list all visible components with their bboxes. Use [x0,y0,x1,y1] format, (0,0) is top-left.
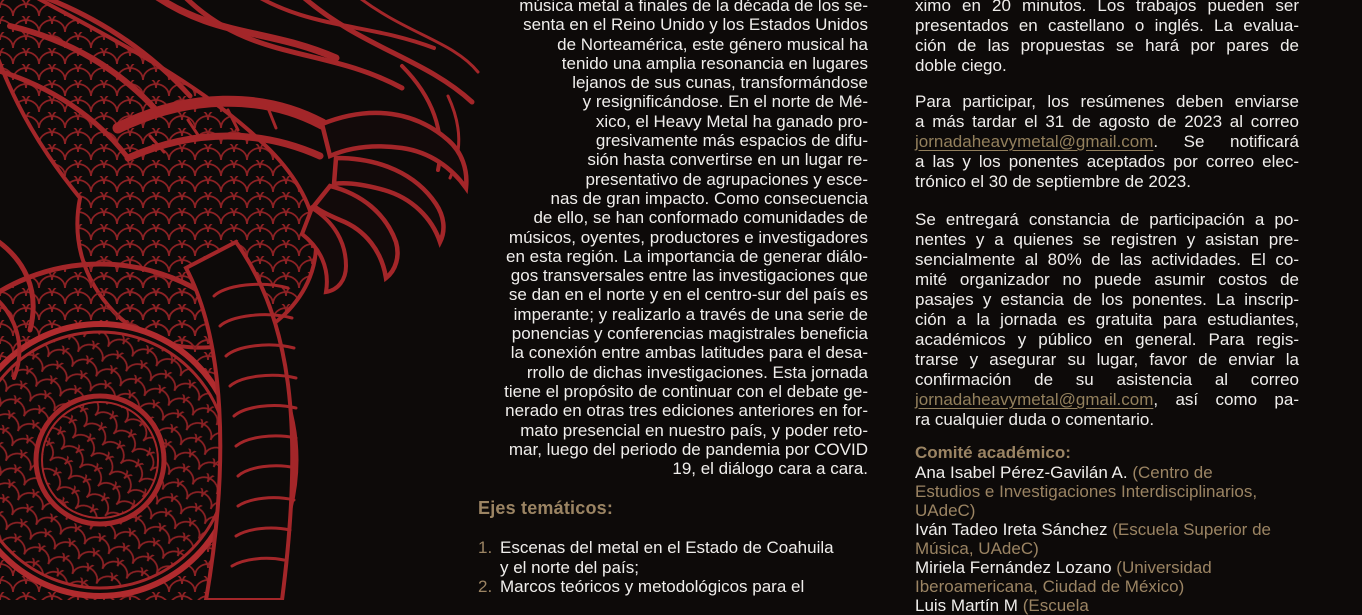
committee-member-name: Luis Martín M [915,596,1018,615]
text-segment: mité organizador no puede asumir costos de [915,270,1299,289]
text-line [470,150,868,169]
list-item-number: 1. [478,538,493,557]
text-segment: tenido una amplia resonancia en lugares [561,53,868,73]
committee-affiliation: Estudios e Investigaciones Interdisciplinarios, [915,482,1258,501]
text-line [470,228,868,247]
text-line [470,421,868,440]
text-line [915,596,1299,615]
text-segment: imperante; y realizarlo a través de una serie de [513,304,868,324]
text-line [470,112,868,131]
text-segment: Se entregará constancia de participación a po- [915,210,1299,229]
text-line [470,15,868,34]
text-line [500,538,834,558]
text-line [915,0,1299,16]
text-segment: gos transversales entre las investigaciones que [510,266,868,286]
text-segment: a las y los ponentes aceptados por correo elec- [915,152,1299,171]
text-line [915,539,1299,558]
text-line [470,0,868,15]
text-line [500,558,834,578]
text-line [915,172,1299,192]
text-line [915,152,1299,172]
text-segment: nentes y a quienes se registren y asistan pre- [915,230,1299,249]
text-line [915,463,1299,482]
text-line [470,459,868,478]
email-link[interactable]: jornadaheavymetal@gmail.com [915,132,1154,151]
committee-member-name: Ana Isabel Pérez-Gavilán A. [915,463,1128,482]
right-column [915,0,1299,615]
committee-affiliation: (Escuela Superior de [1107,520,1271,539]
text-segment: nas de gran impacto. Como consecuencia [550,188,868,208]
text-segment: de Norteamérica, este género musical ha [557,34,868,54]
text-segment: sión hasta convertirse en un lugar re- [587,150,868,170]
text-line [915,482,1299,501]
text-line [915,16,1299,36]
text-segment: se dan en el norte y en el centro-sur del país es [508,285,868,305]
committee-member-name: Iván Tadeo Ireta Sánchez [915,520,1108,539]
text-segment: la conexión entre ambas latitudes para el desa- [510,343,868,363]
committee-affiliation: (Universidad [1111,558,1212,577]
text-segment: Marcos teóricos y metodológicos para el [500,577,805,596]
text-segment: académicos y público en general. Para regis- [915,330,1299,349]
text-line [470,92,868,111]
text-line [470,363,868,382]
text-segment: y el norte del país; [500,557,639,577]
list-item [478,577,878,597]
text-line [915,112,1299,132]
text-line [915,270,1299,290]
text-segment: . Se notificará [1153,132,1299,151]
committee-affiliation: (Escuela [1017,596,1089,615]
list-item-text [500,577,804,597]
text-line [915,577,1299,596]
text-segment: Escenas del metal en el Estado de Coahuila [500,538,834,557]
text-line [915,410,1299,430]
text-segment: ción a la jornada es gratuita para estudiantes, [915,310,1299,329]
text-line [915,501,1299,520]
text-line [470,170,868,189]
list-item [478,538,878,577]
text-segment: mato presencial en nuestro país, y poder reto- [520,420,868,440]
text-segment: ra cualquier duda o comentario. [915,410,1155,429]
text-segment: lejanos de sus cunas, transformándose [572,73,868,93]
text-segment: músicos, oyentes, productores e investigadores [508,227,868,247]
thematic-axes-list [478,538,878,597]
text-segment: presentativo de agrupaciones y esce- [585,169,868,189]
text-line [915,330,1299,350]
academic-committee-heading: Comité académico: [915,443,1071,462]
committee-affiliation: UAdeC) [915,501,976,520]
intro-paragraph [470,0,868,478]
text-segment: pasajes y estancia de los ponentes. La inscrip- [915,290,1299,309]
text-segment: ción de las propuestas se hará por pares de [915,36,1299,55]
text-line [915,310,1299,330]
text-line [915,390,1299,410]
text-line [470,247,868,266]
committee-affiliation: Iberoamericana, Ciudad de México) [915,577,1185,596]
text-segment: y resignificándose. En el norte de Mé- [582,92,868,112]
text-segment: trarse y asegurar su lugar, favor de enviar la [915,350,1299,369]
text-line [915,132,1299,152]
text-line [470,73,868,92]
dragon-artwork [0,0,480,600]
paragraph [915,210,1299,430]
text-segment: de ello, se han conformado comunidades de [533,208,868,228]
paragraph [915,0,1299,76]
text-segment: , así como pa- [1153,390,1299,409]
text-segment: mar, luego del periodo de pandemia por COVID [508,439,868,459]
text-line [915,92,1299,112]
text-segment: rrollo de dichas investigaciones. Esta jornada [526,362,868,382]
text-segment: senta en el Reino Unido y los Estados Unidos [523,15,868,35]
committee-affiliation: Música, UAdeC) [915,539,1039,558]
text-line [915,370,1299,390]
text-line [470,382,868,401]
text-segment: doble ciego. [915,56,1007,75]
text-line [470,208,868,227]
text-line [470,401,868,420]
text-line [915,56,1299,76]
text-segment: gresivamente más espacios de difu- [595,131,868,151]
text-segment: 19, el diálogo cara a cara. [672,459,868,479]
committee-member-name: Miriela Fernández Lozano [915,558,1112,577]
text-line [470,285,868,304]
text-segment: a más tardar el 31 de agosto de 2023 al correo [915,112,1299,131]
list-item-number: 2. [478,577,493,596]
text-line [470,189,868,208]
text-line [915,350,1299,370]
text-segment: sencialmente al 80% de las actividades. El co- [915,250,1299,269]
text-line [470,324,868,343]
text-line [915,36,1299,56]
email-link[interactable]: jornadaheavymetal@gmail.com [915,390,1154,409]
text-line [470,305,868,324]
text-line [470,131,868,150]
text-segment: trónico el 30 de septiembre de 2023. [915,172,1191,191]
text-segment: nerado en otras tres ediciones anteriores en for- [505,401,868,421]
text-line [915,520,1299,539]
dragon-illustration-svg [0,0,480,600]
text-line [915,230,1299,250]
text-line [470,54,868,73]
committee-affiliation: (Centro de [1127,463,1213,482]
text-line [915,210,1299,230]
text-line [470,343,868,362]
text-line [915,290,1299,310]
right-column-paragraphs [915,0,1299,430]
paragraph [915,92,1299,192]
text-segment: música metal a finales de la década de los se- [519,0,868,15]
text-segment: xico, el Heavy Metal ha ganado pro- [595,111,868,131]
text-segment: tiene el propósito de continuar con el debate ge- [504,381,868,401]
text-segment: Para participar, los resúmenes deben enviarse [915,92,1299,111]
text-line [915,250,1299,270]
text-line [470,35,868,54]
thematic-axes-heading: Ejes temáticos: [478,498,614,518]
list-item-text [500,538,834,577]
text-segment: presentados en castellano o inglés. La evalua- [915,16,1299,35]
text-segment: en esta región. La importancia de generar diálo- [506,246,868,266]
text-line [915,558,1299,577]
text-segment: ximo en 20 minutos. Los trabajos pueden ser [915,0,1299,15]
text-segment: confirmación de su asistencia al correo [915,370,1299,389]
text-line [470,440,868,459]
text-line [470,266,868,285]
academic-committee-list [915,463,1299,615]
text-line [500,577,804,597]
text-segment: ponencias y conferencias magistrales beneficia [511,324,868,344]
